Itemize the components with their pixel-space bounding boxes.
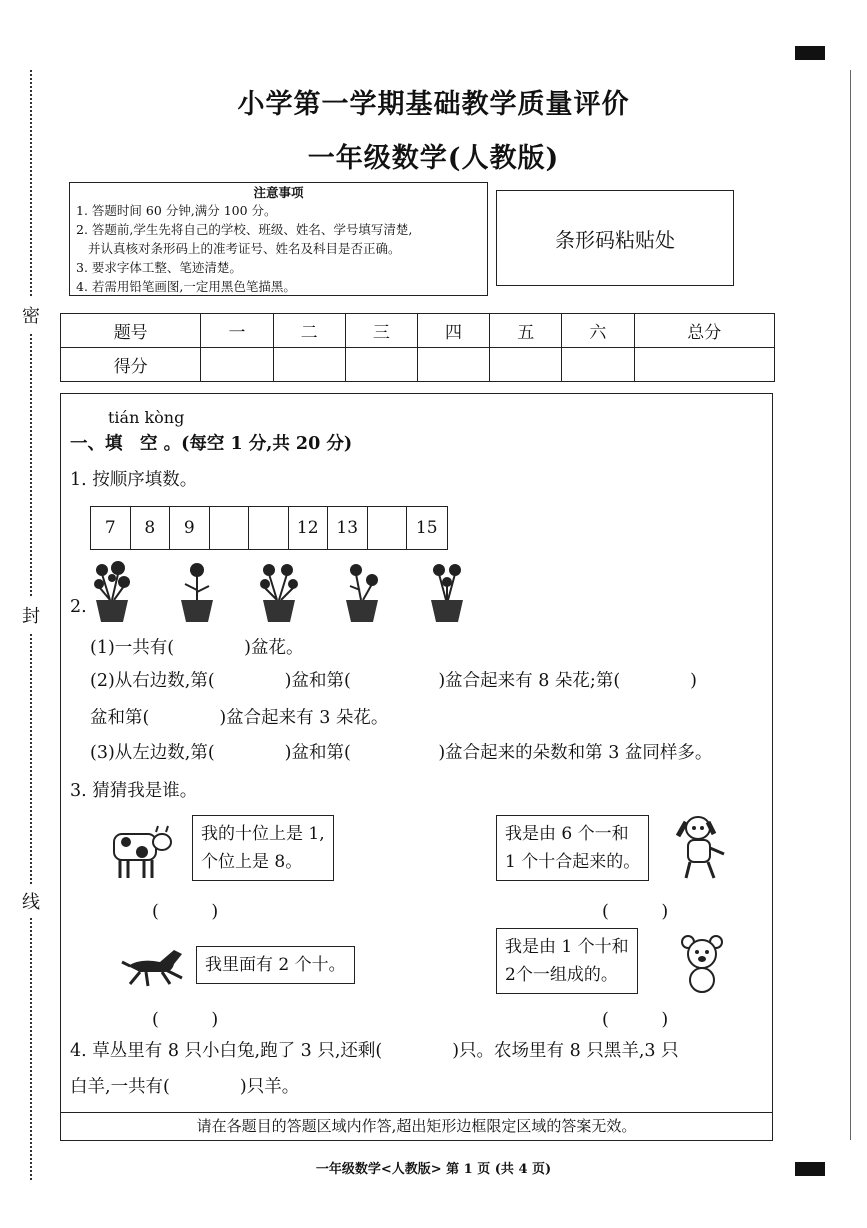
notice-box [69,182,488,296]
answer-notice-text: 请在各题目的答题区域内作答,超出矩形边框限定区域的答案无效。 [196,1117,637,1135]
cow-icon [108,820,174,884]
q3-label: 3. 猜猜我是谁。 [70,781,198,801]
answer-paren[interactable]: ( ) [602,902,669,922]
page-subtitle: 一年级数学(人教版) [307,143,560,174]
page-footer: 一年级数学<人教版> 第 1 页 (共 4 页) [315,1162,552,1177]
score-header-cell: 六 [562,314,634,348]
answer-paren[interactable]: ( ) [152,1010,219,1030]
bubble-text: 我是由 6 个一和 [505,824,629,844]
sequence-blank[interactable] [210,507,250,549]
page-edge-line [850,70,851,1140]
answer-paren[interactable]: ( ) [152,902,219,922]
answer-notice [60,1112,773,1141]
notice-item: 3. 要求字体工整、笔迹清楚。 [76,260,242,275]
q2-label: 2. [70,597,87,617]
score-header-cell: 二 [273,314,345,348]
score-cell[interactable] [417,348,489,382]
score-header-cell: 总分 [634,314,774,348]
q2-line-2: (2)从右边数,第( )盆和第( )盆合起来有 8 朵花;第( ) [90,671,697,691]
sequence-cell: 15 [415,518,438,538]
barcode-label: 条形码粘贴处 [555,227,675,252]
flower-pot-icon [90,560,134,624]
speech-bubble-cow [192,815,334,881]
section-heading: 一、填 空 。(每空 1 分,共 20 分) [70,434,353,454]
score-table-score-row [61,348,775,382]
bubble-text: 我的十位上是 1, [201,824,325,844]
horse-icon [120,944,190,988]
notice-item: 4. 若需用铅笔画图,一定用黑色笔描黑。 [76,279,296,294]
sequence-cell: 8 [131,507,171,549]
score-cell[interactable] [562,348,634,382]
q2-line-3: 盆和第( )盆合起来有 3 朵花。 [90,708,389,728]
binding-char-feng: 封 [20,598,42,632]
bear-icon [678,934,726,994]
q1-label: 1. 按顺序填数。 [70,470,198,490]
section-pinyin: tián kòng [108,408,185,427]
bubble-text: 个位上是 8。 [201,852,303,872]
score-cell[interactable] [273,348,345,382]
q2-line-1: (1)一共有( )盆花。 [90,638,304,658]
sequence-cell: 12 [289,507,329,549]
flower-pot-icon [175,560,219,624]
page-title: 小学第一学期基础教学质量评价 [237,89,630,120]
score-header-cell: 一 [201,314,273,348]
notice-item: 并认真核对条形码上的准考证号、姓名及科目是否正确。 [88,241,401,256]
q4-line-1: 4. 草丛里有 8 只小白兔,跑了 3 只,还剩( )只。农场里有 8 只黑羊,3 只 [70,1041,679,1061]
sequence-blank[interactable] [249,507,289,549]
answer-paren[interactable]: ( ) [602,1010,669,1030]
score-cell[interactable] [201,348,273,382]
sequence-cell: 9 [170,507,210,549]
speech-bubble-horse [196,946,355,984]
score-header-cell: 五 [490,314,562,348]
bubble-text: 1 个十合起来的。 [505,852,641,872]
score-header-cell: 三 [345,314,417,348]
score-row-label: 得分 [61,348,201,382]
sequence-cell: 7 [91,507,131,549]
score-header-cell: 题号 [61,314,201,348]
sequence-cell: 13 [328,507,368,549]
score-table-header-row [61,314,775,348]
binding-char-xian: 线 [20,884,42,918]
q4-line-2: 白羊,一共有( )只羊。 [70,1077,300,1097]
notice-item: 1. 答题时间 60 分钟,满分 100 分。 [76,203,277,218]
flower-pot-icon [340,560,384,624]
dog-icon [674,814,730,882]
bubble-text: 我里面有 2 个十。 [205,955,346,975]
speech-bubble-dog [496,815,649,881]
score-cell[interactable] [490,348,562,382]
score-header-cell: 四 [417,314,489,348]
bubble-text: 2个一组成的。 [505,965,618,985]
bubble-text: 我是由 1 个十和 [505,937,629,957]
score-cell[interactable] [634,348,774,382]
flower-pot-icon [257,560,301,624]
notice-title: 注意事项 [253,185,304,200]
barcode-area [496,190,734,286]
score-table [60,313,775,382]
binding-char-mi: 密 [20,298,42,332]
q2-line-4: (3)从左边数,第( )盆和第( )盆合起来的朵数和第 3 盆同样多。 [90,743,713,763]
registration-mark-top [795,46,825,60]
notice-item: 2. 答题前,学生先将自己的学校、班级、姓名、学号填写清楚, [76,222,413,237]
sequence-blank[interactable] [368,507,408,549]
sequence-boxes [90,506,448,550]
speech-bubble-bear [496,928,638,994]
flower-pot-icon [425,560,469,624]
score-cell[interactable] [345,348,417,382]
